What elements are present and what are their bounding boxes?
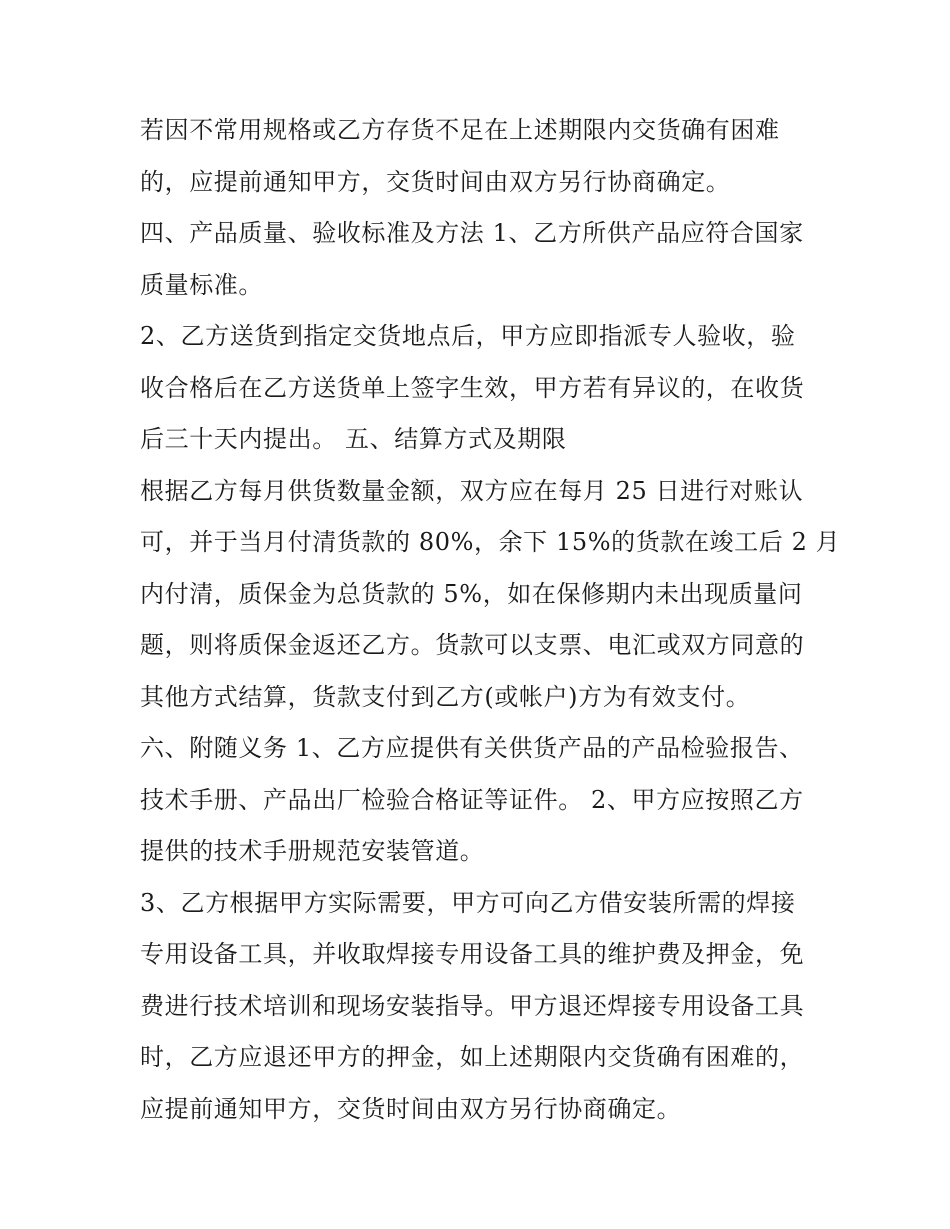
text-line: 若因不常用规格或乙方存货不足在上述期限内交货确有困难	[140, 116, 780, 144]
text-line: 根据乙方每月供货数量金额，双方应在每月 25 日进行对账认	[140, 476, 804, 505]
text-line: 质量标准。	[140, 270, 263, 299]
text-line: 应提前通知甲方，交货时间由双方另行协商确定。	[140, 1094, 682, 1123]
text-line: 四、产品质量、验收标准及方法 1、乙方所供产品应符合国家	[140, 219, 804, 247]
text-line: 3、乙方根据甲方实际需要，甲方可向乙方借安装所需的焊接	[140, 888, 796, 917]
text-line: 内付清，质保金为总货款的 5%，如在保修期内未出现质量问	[140, 579, 803, 608]
text-line: 后三十天内提出。 五、结算方式及期限	[140, 425, 567, 453]
text-line: 题，则将质保金返还乙方。货款可以支票、电汇或双方同意的	[140, 631, 805, 659]
text-line: 提供的技术手册规范安装管道。	[140, 837, 485, 865]
text-line: 可，并于当月付清货款的 80%，余下 15%的货款在竣工后 2 月	[140, 528, 841, 556]
text-line: 2、乙方送货到指定交货地点后，甲方应即指派专人验收，验	[140, 322, 796, 350]
text-line: 六、附随义务 1、乙方应提供有关供货产品的产品检验报告、	[140, 734, 804, 762]
text-line: 其他方式结算，货款支付到乙方(或帐户)方为有效支付。	[140, 682, 751, 711]
document-body	[140, 105, 841, 1135]
text-line: 费进行技术培训和现场安装指导。甲方退还焊接专用设备工具	[140, 991, 805, 1020]
text-line: 的，应提前通知甲方，交货时间由双方另行协商确定。	[140, 167, 731, 196]
text-line: 技术手册、产品出厂检验合格证等证件。 2、甲方应按照乙方	[140, 785, 804, 814]
text-line: 收合格后在乙方送货单上签字生效，甲方若有异议的，在收货	[140, 373, 805, 402]
text-line: 时，乙方应退还甲方的押金，如上述期限内交货确有困难的，	[140, 1043, 805, 1071]
text-line: 专用设备工具，并收取焊接专用设备工具的维护费及押金，免	[140, 940, 805, 968]
